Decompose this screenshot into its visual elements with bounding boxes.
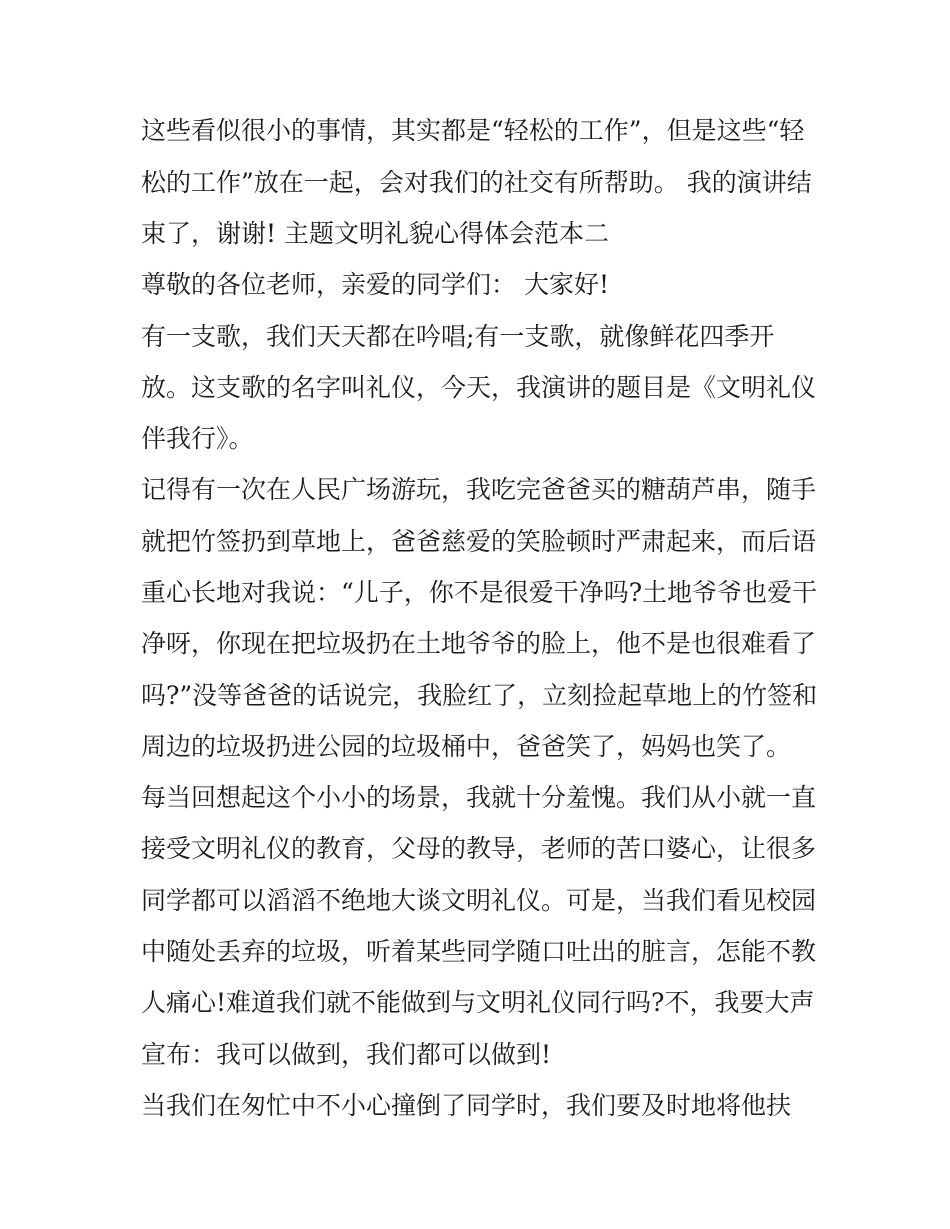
text-line: 同学都可以滔滔不绝地大谈文明礼仪。可是，当我们看见校园 xyxy=(141,886,817,915)
text-line: 接受文明礼仪的教育，父母的教导，老师的苦口婆心，让很多 xyxy=(141,834,817,863)
text-line: 宣布：我可以做到，我们都可以做到! xyxy=(141,1040,552,1069)
text-line: 松的工作”放在一起，会对我们的社交有所帮助。 我的演讲结 xyxy=(141,168,812,197)
text-line: 放。这支歌的名字叫礼仪，今天，我演讲的题目是《文明礼仪 xyxy=(141,373,817,402)
text-line: 重心长地对我说：“儿子，你不是很爱干净吗?土地爷爷也爱干 xyxy=(141,578,818,607)
text-line: 人痛心!难道我们就不能做到与文明礼仪同行吗?不，我要大声 xyxy=(141,988,815,1017)
text-line: 净呀，你现在把垃圾扔在土地爷爷的脸上，他不是也很难看了 xyxy=(141,629,817,658)
text-line: 尊敬的各位老师，亲爱的同学们： 大家好! xyxy=(141,270,609,299)
text-line: 这些看似很小的事情，其实都是“轻松的工作”，但是这些“轻 xyxy=(141,116,805,145)
text-line: 有一支歌，我们天天都在吟唱;有一支歌，就像鲜花四季开 xyxy=(141,322,775,351)
text-line: 中随处丢弃的垃圾，听着某些同学随口吐出的脏言，怎能不教 xyxy=(141,937,817,966)
text-line: 束了，谢谢! 主题文明礼貌心得体会范本二 xyxy=(141,219,609,248)
text-line: 伴我行》。 xyxy=(141,424,254,453)
text-line: 就把竹签扔到草地上，爸爸慈爱的笑脸顿时严肃起来，而后语 xyxy=(141,527,817,556)
text-line: 吗?”没等爸爸的话说完，我脸红了，立刻捡起草地上的竹签和 xyxy=(141,681,818,710)
text-line: 当我们在匆忙中不小心撞倒了同学时，我们要及时地将他扶 xyxy=(141,1091,792,1120)
text-line: 记得有一次在人民广场游玩，我吃完爸爸买的糖葫芦串，随手 xyxy=(141,475,817,504)
text-line: 每当回想起这个小小的场景，我就十分羞愧。我们从小就一直 xyxy=(141,783,817,812)
text-line: 周边的垃圾扔进公园的垃圾桶中，爸爸笑了，妈妈也笑了。 xyxy=(141,732,792,761)
